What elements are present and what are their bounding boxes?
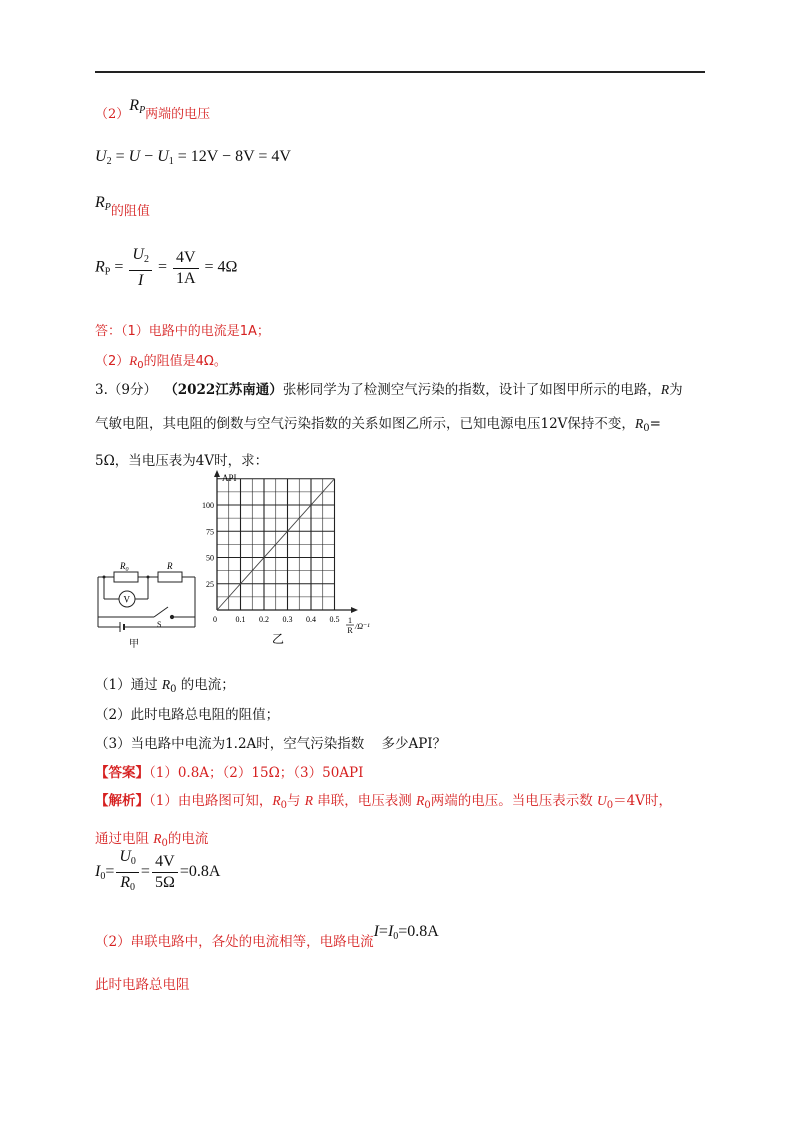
- rp-symbol: $R_P$: [129, 97, 146, 116]
- switch-label: S: [157, 620, 162, 629]
- voltmeter-label: V: [123, 594, 130, 605]
- x-tick-label: 0.5: [329, 615, 340, 624]
- resistor-r: [158, 572, 182, 582]
- header-rule: [95, 71, 705, 73]
- switch: [154, 607, 168, 617]
- x-tick-label: 0.4: [306, 615, 316, 624]
- fraction-4v-5ohm: $\frac{4V}{5\Omega}$: [152, 853, 178, 892]
- chart-caption: 乙: [272, 632, 285, 646]
- x-tick-label: 0: [213, 615, 217, 624]
- analysis-line-1: 【解析】（1）由电路图可知，$R_0$与 R 串联，电压表测 $R_0$两端的电压。当电压表示数 $U_0=4V$时，: [95, 793, 672, 811]
- subquestion-1: （1）通过 $R_0$ 的电流；: [95, 677, 235, 695]
- x-tick-label: 0.1: [235, 615, 246, 624]
- subquestion-2: （2）此时电路总电阻的阻值；: [95, 707, 280, 723]
- circuit-caption: 甲: [129, 639, 139, 650]
- analysis-line-4: 此时电路总电阻: [95, 977, 190, 993]
- y-axis-arrow: [214, 470, 220, 477]
- rp-resistance-heading: $R_P$的阻值: [95, 194, 150, 219]
- part2-heading: [95, 97, 211, 124]
- resistor-r0: [114, 572, 138, 582]
- r0-label: $R_0$: [120, 561, 129, 573]
- equation-i0: $I_0=$ $\frac{U_0}{R_0}$ = $\frac{4V}{5\Omega}$ =0.8A: [95, 848, 220, 897]
- rp-symbol-2: $R_P$: [95, 194, 111, 213]
- equation-rp: $R_P$ = $\frac{U_2}{I}$ = $\frac{4V}{1A}$ = 4Ω: [95, 246, 238, 289]
- question-3-line-2: 气敏电阻，其电阻的倒数与空气污染指数的关系如图乙所示，已知电源电压12V保持不变，$R_0=$: [95, 416, 661, 434]
- question-3-line-1: 3.（9分） （2022江苏南通）张彬同学为了检测空气污染的指数，设计了如图甲所示的电路，R为: [95, 382, 683, 398]
- equation-i: $I=I_0=0.8A$: [373, 923, 439, 942]
- y-tick-label: 25: [206, 579, 214, 589]
- equation-u2: $U_2 = U - U_1 = 12V - 8V = 4V$: [95, 148, 291, 167]
- voltage-text: 两端的电压: [145, 107, 211, 122]
- y-axis-label: API: [222, 473, 237, 483]
- x-axis-label-den: R: [347, 626, 353, 635]
- answer-line-2: $(2)R_0$的阻值是4Ω。: [95, 353, 227, 371]
- circuit-diagram: [92, 555, 202, 650]
- answer-line-1: 答：（1）电路中的电流是1A；: [95, 324, 270, 339]
- chart-axes: [214, 470, 358, 613]
- y-tick-label: 100: [202, 501, 214, 510]
- fraction-u2-i: $\frac{U_2}{I}$: [129, 246, 152, 290]
- answer-tag: 【答案】: [95, 765, 149, 781]
- fraction-4v-1a: $\frac{4V}{1A}$: [173, 249, 199, 288]
- api-chart: [190, 465, 400, 650]
- part2-label: （2）: [95, 107, 130, 122]
- x-axis-arrow: [351, 607, 358, 613]
- answer-block: [95, 761, 363, 781]
- x-tick-label: 0.3: [282, 615, 293, 624]
- y-tick-label: 50: [206, 553, 214, 563]
- answer-text: （1）0.8A；（2）15Ω；（3）50API: [149, 765, 364, 781]
- question-3-line-3: 5Ω，当电压表为4V时，求：: [95, 453, 269, 469]
- x-axis-label-num: 1: [348, 616, 352, 625]
- fraction-u0-r0: $\frac{U_0}{R_0}$: [116, 848, 139, 897]
- analysis-line-3: （2）串联电路中，各处的电流相等，电路电流$I=I_0=0.8A$: [95, 923, 439, 950]
- analysis-line-2: 通过电阻 $R_0$的电流: [95, 831, 209, 849]
- chart-ticks: [202, 501, 340, 624]
- question-3-text: [95, 373, 707, 478]
- y-tick-label: 75: [206, 527, 214, 537]
- x-tick-label: 0.2: [259, 615, 269, 624]
- subquestion-3: （3）当电路中电流为1.2A时，空气污染指数 多少API？: [95, 736, 447, 752]
- r-label: R: [167, 561, 173, 571]
- x-axis-label-unit: /Ω⁻¹: [355, 622, 370, 631]
